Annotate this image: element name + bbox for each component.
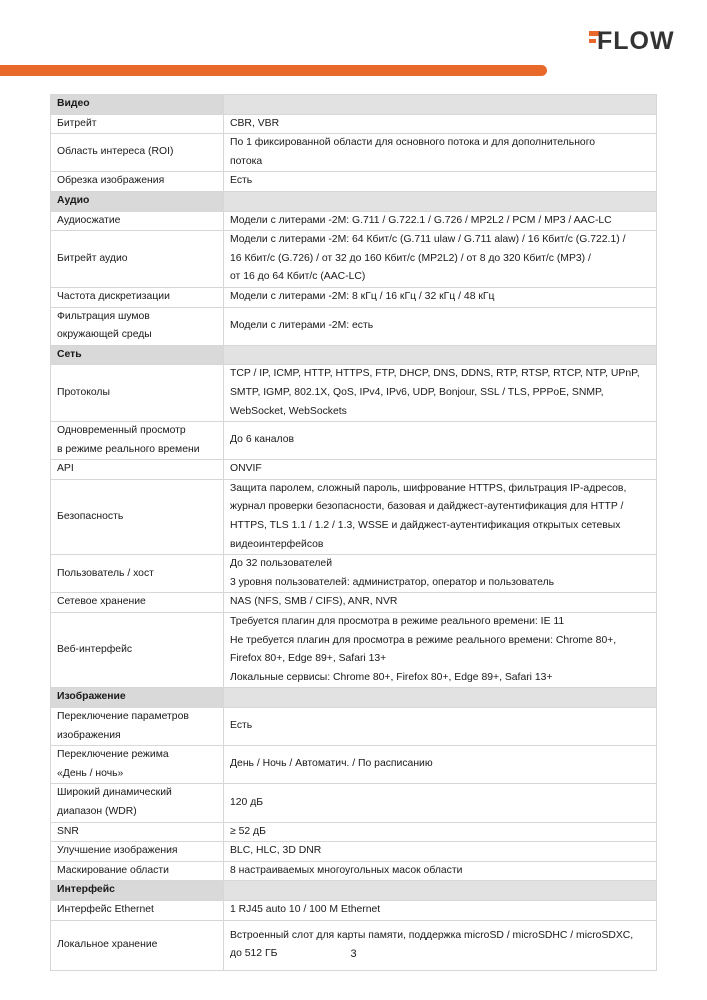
- spec-label: [51, 307, 224, 345]
- spec-value-line: видеоинтерфейсов: [230, 538, 324, 550]
- spec-label: [51, 593, 224, 613]
- spec-label: [51, 134, 224, 172]
- spec-row: [51, 920, 657, 970]
- spec-value: [224, 784, 657, 822]
- page-number: 3: [350, 948, 357, 960]
- spec-label-line: Обрезка изображения: [57, 175, 165, 187]
- spec-row: [51, 134, 657, 172]
- spec-value: [224, 920, 657, 970]
- spec-label-line: Переключение параметров: [57, 711, 189, 722]
- spec-value-line: Модели с литерами -2M: есть: [230, 319, 374, 331]
- spec-row: [51, 555, 657, 593]
- spec-value-line: До 32 пользователей: [230, 558, 333, 570]
- section-header-fill: [224, 95, 657, 115]
- spec-label: [51, 613, 224, 688]
- spec-row: [51, 114, 657, 134]
- spec-value-line: журнал проверки безопасности, базовая и дайджест-аутентификация для HTTP /: [230, 501, 624, 513]
- spec-row: [51, 211, 657, 231]
- logo-text: FLOW: [597, 27, 675, 55]
- spec-label: [51, 479, 224, 554]
- spec-value-line: День / Ночь / Автоматич. / По расписанию: [230, 758, 433, 770]
- spec-value-line: Есть: [230, 720, 253, 732]
- spec-value-line: Локальные сервисы: Chrome 80+, Firefox 80+, Edge 89+, Safari 13+: [230, 671, 553, 683]
- section-header-row: [51, 95, 657, 115]
- spec-value: [224, 172, 657, 192]
- spec-label-line: API: [57, 463, 74, 475]
- spec-label: [51, 842, 224, 862]
- spec-label-line: окружающей среды: [57, 329, 152, 341]
- spec-label: [51, 114, 224, 134]
- spec-label: [51, 861, 224, 881]
- spec-row: [51, 861, 657, 881]
- spec-label: [51, 555, 224, 593]
- spec-value-line: WebSocket, WebSockets: [230, 405, 347, 417]
- specification-table: [50, 94, 657, 971]
- spec-row: [51, 479, 657, 554]
- spec-value: [224, 211, 657, 231]
- spec-value-line: SMTP, IGMP, 802.1X, QoS, IPv4, IPv6, UDP, Bonjour, SSL / TLS, PPPoE, SNMP,: [230, 386, 604, 398]
- section-header-row: [51, 881, 657, 901]
- section-title: Изображение: [51, 688, 224, 708]
- spec-label-line: SNR: [57, 825, 79, 837]
- spec-value: [224, 822, 657, 842]
- spec-label-line: Битрейт аудио: [57, 252, 128, 264]
- spec-row: [51, 708, 657, 746]
- spec-row: [51, 746, 657, 784]
- spec-label-line: Протоколы: [57, 386, 110, 398]
- spec-label: [51, 708, 224, 746]
- spec-value-line: Модели с литерами -2M: 8 кГц / 16 кГц / 32 кГц / 48 кГц: [230, 290, 495, 302]
- spec-label: [51, 784, 224, 822]
- spec-row: [51, 784, 657, 822]
- spec-label-line: Аудиосжатие: [57, 214, 121, 226]
- spec-row: [51, 900, 657, 920]
- spec-label-line: Одновременный просмотр: [57, 425, 186, 437]
- spec-value: [224, 231, 657, 288]
- spec-row: [51, 422, 657, 460]
- spec-label: [51, 231, 224, 288]
- spec-label: [51, 172, 224, 192]
- spec-row: [51, 842, 657, 862]
- spec-label-line: Безопасность: [57, 510, 124, 522]
- spec-value-line: Защита паролем, сложный пароль, шифрование HTTPS, фильтрация IP-адресов,: [230, 482, 627, 494]
- spec-row: [51, 287, 657, 307]
- spec-row: [51, 822, 657, 842]
- spec-value-line: 3 уровня пользователей: администратор, оператор и пользователь: [230, 576, 555, 588]
- spec-value-line: CBR, VBR: [230, 117, 280, 129]
- spec-label: [51, 900, 224, 920]
- spec-row: [51, 172, 657, 192]
- spec-label-line: Маскирование области: [57, 864, 169, 876]
- spec-label: [51, 822, 224, 842]
- spec-value-line: Встроенный слот для карты памяти, поддержка microSD / microSDHC / microSDXC,: [230, 929, 634, 941]
- spec-value: [224, 593, 657, 613]
- spec-label-line: в режиме реального времени: [57, 443, 200, 455]
- flow-logo: [589, 28, 679, 54]
- section-header-row: [51, 191, 657, 211]
- spec-row: [51, 365, 657, 422]
- spec-label-line: диапазон (WDR): [57, 805, 137, 817]
- section-header-row: [51, 688, 657, 708]
- spec-label-line: Веб-интерфейс: [57, 643, 133, 655]
- spec-value-line: Есть: [230, 175, 253, 187]
- spec-label: [51, 422, 224, 460]
- section-title: Видео: [51, 95, 224, 115]
- section-header-fill: [224, 345, 657, 365]
- spec-value: [224, 307, 657, 345]
- spec-value: [224, 422, 657, 460]
- section-title: Интерфейс: [51, 881, 224, 901]
- spec-row: [51, 613, 657, 688]
- spec-value: [224, 114, 657, 134]
- section-header-row: [51, 345, 657, 365]
- spec-row: [51, 307, 657, 345]
- spec-value: [224, 900, 657, 920]
- spec-value-line: TCP / IP, ICMP, HTTP, HTTPS, FTP, DHCP, DNS, DDNS, RTP, RTSP, RTCP, NTP, UPnP,: [230, 368, 640, 380]
- spec-value-line: ONVIF: [230, 463, 262, 475]
- spec-label-line: Интерфейс Ethernet: [57, 903, 154, 915]
- spec-value: [224, 708, 657, 746]
- spec-value: [224, 134, 657, 172]
- spec-value-line: NAS (NFS, SMB / CIFS), ANR, NVR: [230, 596, 398, 608]
- section-header-fill: [224, 688, 657, 708]
- spec-label-line: Переключение режима: [57, 749, 169, 761]
- spec-value-line: Требуется плагин для просмотра в режиме реального времени: IE 11: [230, 616, 565, 628]
- spec-label-line: «День / ночь»: [57, 767, 124, 779]
- header-accent-stripe: [0, 65, 547, 76]
- spec-value: [224, 861, 657, 881]
- spec-value-line: HTTPS, TLS 1.1 / 1.2 / 1.3, WSSE и дайджест-аутентификация открытых сетевых: [230, 520, 621, 532]
- spec-value-line: от 16 до 64 Кбит/с (AAC-LC): [230, 271, 366, 283]
- spec-label-line: Локальное хранение: [57, 938, 158, 950]
- spec-value: [224, 842, 657, 862]
- spec-value-line: Модели с литерами -2M: 64 Кбит/с (G.711 ulaw / G.711 alaw) / 16 Кбит/с (G.722.1) /: [230, 234, 626, 246]
- spec-label: [51, 460, 224, 480]
- spec-label-line: Битрейт: [57, 117, 97, 129]
- spec-label: [51, 365, 224, 422]
- section-header-fill: [224, 881, 657, 901]
- spec-value-line: 1 RJ45 auto 10 / 100 M Ethernet: [230, 903, 381, 915]
- section-header-fill: [224, 191, 657, 211]
- spec-label-line: Частота дискретизации: [57, 290, 170, 302]
- spec-value-line: Firefox 80+, Edge 89+, Safari 13+: [230, 653, 387, 665]
- spec-label-line: Пользователь / хост: [57, 567, 154, 579]
- spec-value-line: 16 Кбит/с (G.726) / от 32 до 160 Кбит/с (MP2L2) / от 8 до 320 Кбит/с (MP3) /: [230, 252, 591, 264]
- spec-row: [51, 231, 657, 288]
- spec-label: [51, 211, 224, 231]
- section-title: Аудио: [51, 191, 224, 211]
- logo-mark-bottom: [589, 39, 596, 43]
- spec-value-line: Модели с литерами -2M: G.711 / G.722.1 / G.726 / MP2L2 / PCM / MP3 / AAC-LC: [230, 214, 612, 226]
- specification-table-body: [51, 95, 657, 971]
- spec-value: [224, 479, 657, 554]
- spec-value-line: 120 дБ: [230, 796, 264, 808]
- spec-value-line: По 1 фиксированной области для основного потока и для дополнительного: [230, 137, 596, 149]
- spec-label: [51, 920, 224, 970]
- spec-value-line: потока: [230, 155, 263, 167]
- spec-value-line: ≥ 52 дБ: [230, 825, 266, 837]
- spec-row: [51, 593, 657, 613]
- section-title: Сеть: [51, 345, 224, 365]
- spec-value-line: Не требуется плагин для просмотра в режиме реального времени: Chrome 80+,: [230, 634, 617, 646]
- spec-row: [51, 460, 657, 480]
- spec-value-line: До 6 каналов: [230, 434, 295, 446]
- spec-label-line: Область интереса (ROI): [57, 146, 174, 158]
- spec-value: [224, 460, 657, 480]
- spec-value-line: 8 настраиваемых многоугольных масок области: [230, 864, 463, 876]
- spec-label: [51, 287, 224, 307]
- spec-value-line: BLC, HLC, 3D DNR: [230, 845, 322, 857]
- spec-value: [224, 613, 657, 688]
- spec-value: [224, 365, 657, 422]
- spec-label-line: Широкий динамический: [57, 787, 172, 799]
- spec-value: [224, 287, 657, 307]
- spec-label-line: Улучшение изображения: [57, 845, 178, 857]
- spec-label-line: Сетевое хранение: [57, 596, 146, 608]
- spec-label: [51, 746, 224, 784]
- spec-value: [224, 746, 657, 784]
- spec-label-line: изображения: [57, 729, 121, 741]
- spec-value-line: до 512 ГБ: [230, 948, 278, 960]
- spec-value: [224, 555, 657, 593]
- spec-label-line: Фильтрация шумов: [57, 310, 150, 322]
